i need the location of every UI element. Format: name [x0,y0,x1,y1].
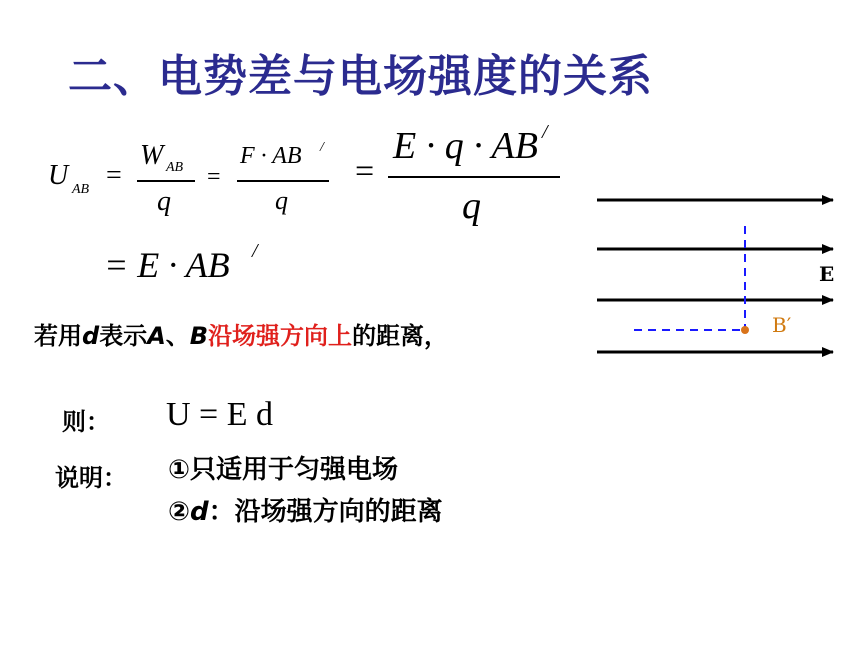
then-formula: U = E d [166,396,273,433]
fraction2-bar [237,180,329,182]
then-label: 则： [62,408,110,436]
statement-a: A [147,322,166,350]
formula-lhs: U [48,160,69,191]
statement-highlight: 沿场强方向上 [208,322,353,350]
fraction1-numerator-sub: AB [166,160,184,175]
note-label: 说明： [55,464,127,492]
statement-part1: 若用 [34,322,82,350]
fraction1-numerator: W [140,140,164,171]
fraction2-denominator: q [275,186,288,215]
point-b-prime [741,326,749,334]
fraction3-prime: / [542,121,548,143]
point-b-prime-label: B′ [772,313,792,337]
note-item-2 [168,491,443,528]
note-item-2-d: d [190,497,209,527]
field-diagram [590,180,860,370]
note-item-1: ①只适用于匀强电场 [168,455,399,485]
statement-b: B [189,322,209,350]
equals-sign-3: = [355,153,375,190]
equals-sign-1: = [106,160,122,191]
fraction1-denominator: q [157,186,171,217]
field-label: E [819,262,835,286]
note-item-2-prefix: ② [168,497,191,527]
fraction2-numerator: F · AB [240,143,302,169]
equals-sign-2: = [207,164,221,190]
fraction2-prime: / [320,140,324,155]
fraction3-bar [388,176,560,178]
statement-d: d [82,322,100,350]
statement-part3: 的距离， [352,322,449,350]
formula-line2: = E · AB [104,245,230,285]
page-title: 二、电势差与电场强度的关系 [68,51,653,102]
fraction3-numerator: E · q · AB [393,125,538,167]
fraction3-denominator: q [462,185,481,227]
statement-sep: 、 [165,322,190,350]
formula-lhs-sub: AB [72,182,90,197]
note-item-2-rest: ：沿场强方向的距离 [208,497,443,527]
statement-part2: 表示 [99,322,148,350]
fraction1-bar [137,180,195,182]
statement [34,316,448,351]
formula-line2-prime: / [252,240,258,262]
